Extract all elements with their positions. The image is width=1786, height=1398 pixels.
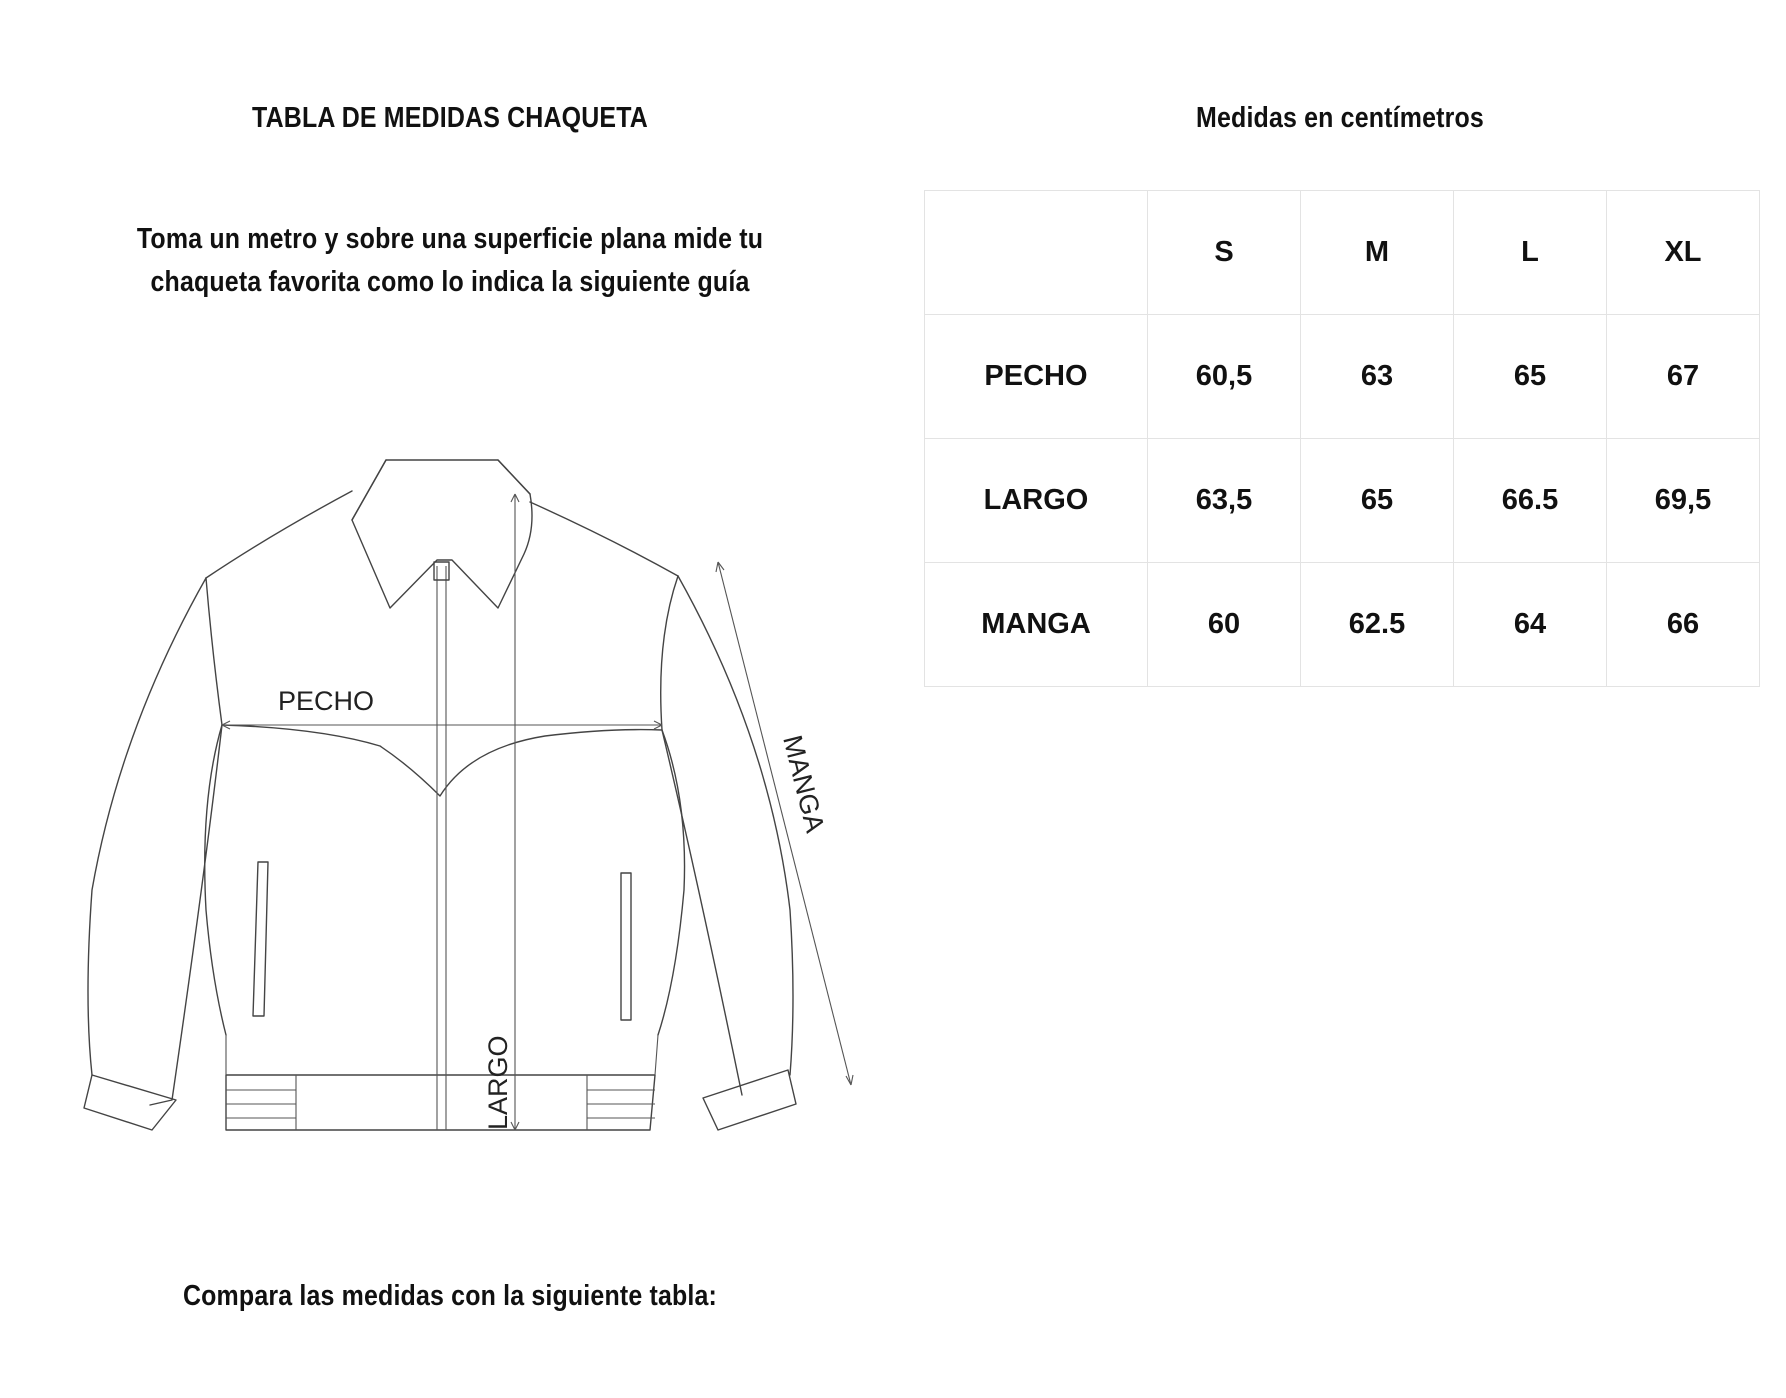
table-cell: 65: [1301, 439, 1454, 563]
size-header-m: M: [1301, 191, 1454, 315]
table-cell: 65: [1454, 315, 1607, 439]
table-cell: 66: [1607, 563, 1760, 687]
row-label-sleeve: MANGA: [925, 563, 1148, 687]
table-header-row: [925, 191, 1760, 315]
table-cell: 69,5: [1607, 439, 1760, 563]
table-cell: 62.5: [1301, 563, 1454, 687]
size-header-s: S: [1148, 191, 1301, 315]
table-row: [925, 315, 1760, 439]
left-sleeve: [88, 578, 206, 1075]
jacket-outline: [84, 460, 796, 1130]
chest-label: PECHO: [278, 686, 375, 716]
left-pocket: [253, 862, 268, 1016]
right-pocket: [621, 873, 631, 1020]
table-row: [925, 439, 1760, 563]
compare-note: Compara las medidas con la siguiente tabla:: [182, 1280, 718, 1312]
table-cell: 60,5: [1148, 315, 1301, 439]
row-label-chest: PECHO: [925, 315, 1148, 439]
measure-guides: [222, 494, 853, 1130]
table-row: [925, 563, 1760, 687]
table-cell: 63,5: [1148, 439, 1301, 563]
page-title: TABLA DE MEDIDAS CHAQUETA: [252, 102, 648, 134]
right-sleeve: [678, 576, 793, 1075]
zipper: [437, 566, 446, 1130]
table-cell: 60: [1148, 563, 1301, 687]
size-header-l: L: [1454, 191, 1607, 315]
table-cell: 64: [1454, 563, 1607, 687]
table-cell: 63: [1301, 315, 1454, 439]
size-header-xl: XL: [1607, 191, 1760, 315]
table-cell: 66.5: [1454, 439, 1607, 563]
length-label: LARGO: [483, 1035, 513, 1130]
jacket-diagram: [0, 440, 880, 1160]
sleeve-label: MANGA: [777, 732, 831, 836]
table-cell: 67: [1607, 315, 1760, 439]
table-corner-cell: [925, 191, 1148, 315]
collar: [352, 460, 532, 608]
row-label-length: LARGO: [925, 439, 1148, 563]
sleeve-measure-line: [718, 562, 851, 1085]
hem-band: [226, 1075, 655, 1130]
size-table: [924, 190, 1760, 687]
instructions-text: Toma un metro y sobre una superficie plana mide tu chaqueta favorita como lo indica la siguiente guía: [136, 223, 764, 298]
units-note: Medidas en centímetros: [1196, 102, 1484, 134]
